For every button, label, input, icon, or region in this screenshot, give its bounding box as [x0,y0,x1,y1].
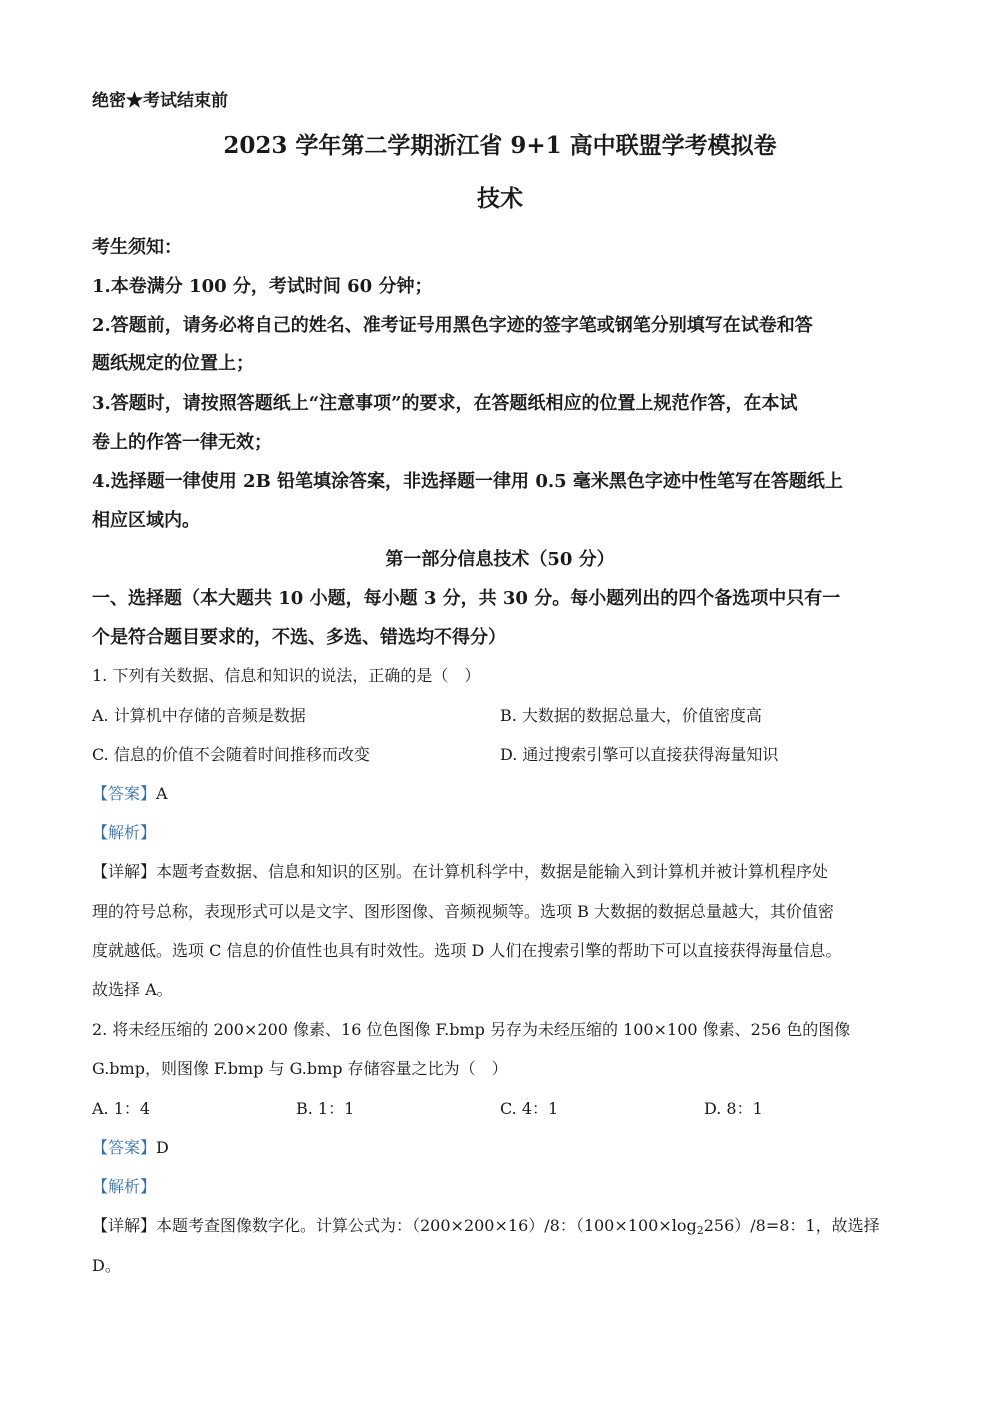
q2-option-d: D. 8：1 [704,1099,763,1118]
q1-answer-line [92,781,168,804]
notice-item: 相应区域内。 [92,510,200,531]
q1-detail: 【详解】本题考查数据、信息和知识的区别。在计算机科学中，数据是能输入到计算机并被计算机程序处 [92,862,829,881]
q1-option-a: A. 计算机中存储的音频是数据 [92,706,306,725]
answer-tag: 【答案】 [92,784,157,803]
q2-stem: 2. 将未经压缩的 200×200 像素、16 位色图像 F.bmp 另存为未经压缩的 100×100 像素、256 色的图像 [92,1020,851,1039]
notice-item: 2.答题前，请务必将自己的姓名、准考证号用黑色字迹的签字笔或钢笔分别填写在试卷和答 [92,315,813,336]
answer-tag: 【答案】 [92,1138,157,1157]
analysis-tag: 【解析】 [92,823,157,842]
q2-detail [92,1213,880,1237]
q2-option-b: B. 1：1 [296,1099,355,1118]
q2-detail-text-end: 256）/8=8：1，故选择 [703,1216,880,1235]
notice-item: 题纸规定的位置上； [92,353,254,374]
q2-option-a: A. 1：4 [92,1099,151,1118]
q2-answer-value: D [156,1138,169,1157]
q1-stem: 1. 下列有关数据、信息和知识的说法，正确的是（ ） [92,666,481,685]
section-heading-cont: 个是符合题目要求的，不选、多选、错选均不得分） [92,627,506,648]
page-title: 2023 学年第二学期浙江省 9+1 高中联盟学考模拟卷 [223,132,777,159]
notice-item: 3.答题时，请按照答题纸上“注意事项”的要求，在答题纸相应的位置上规范作答，在本试 [92,393,798,414]
q1-option-b: B. 大数据的数据总量大，价值密度高 [500,706,762,725]
q2-answer-line [92,1135,169,1158]
q2-option-c: C. 4：1 [500,1099,559,1118]
analysis-tag: 【解析】 [92,1177,157,1196]
q2-detail-cont: D。 [92,1256,121,1275]
log-subscript: 2 [696,1224,704,1237]
subject-title: 技术 [477,185,523,212]
q1-detail: 故选择 A。 [92,980,173,999]
notice-heading: 考生须知： [92,237,182,258]
notice-item: 4.选择题一律使用 2B 铅笔填涂答案，非选择题一律用 0.5 毫米黑色字迹中性笔写在答题纸上 [92,471,843,492]
q2-stem-cont: G.bmp，则图像 F.bmp 与 G.bmp 存储容量之比为（ ） [92,1059,508,1078]
q1-detail: 理的符号总称，表现形式可以是文字、图形图像、音频视频等。选项 B 大数据的数据总量越大，其价值密 [92,902,834,921]
notice-item: 卷上的作答一律无效； [92,432,272,453]
q2-detail-text: 【详解】本题考查图像数字化。计算公式为：（200×200×16）/8：（100×100×log [92,1216,697,1235]
q1-option-d: D. 通过搜索引擎可以直接获得海量知识 [500,745,779,764]
section-heading: 一、选择题（本大题共 10 小题，每小题 3 分，共 30 分。每小题列出的四个备选项中只有一 [92,588,841,609]
confidential-label: 绝密★考试结束前 [92,91,228,111]
part-title: 第一部分信息技术（50 分） [385,549,615,570]
q1-answer-value: A [156,784,168,803]
notice-item: 1.本卷满分 100 分，考试时间 60 分钟； [92,276,433,297]
q1-detail: 度就越低。选项 C 信息的价值性也具有时效性。选项 D 人们在搜索引擎的帮助下可以直接获得海量信息。 [92,941,842,960]
q1-option-c: C. 信息的价值不会随着时间推移而改变 [92,745,370,764]
